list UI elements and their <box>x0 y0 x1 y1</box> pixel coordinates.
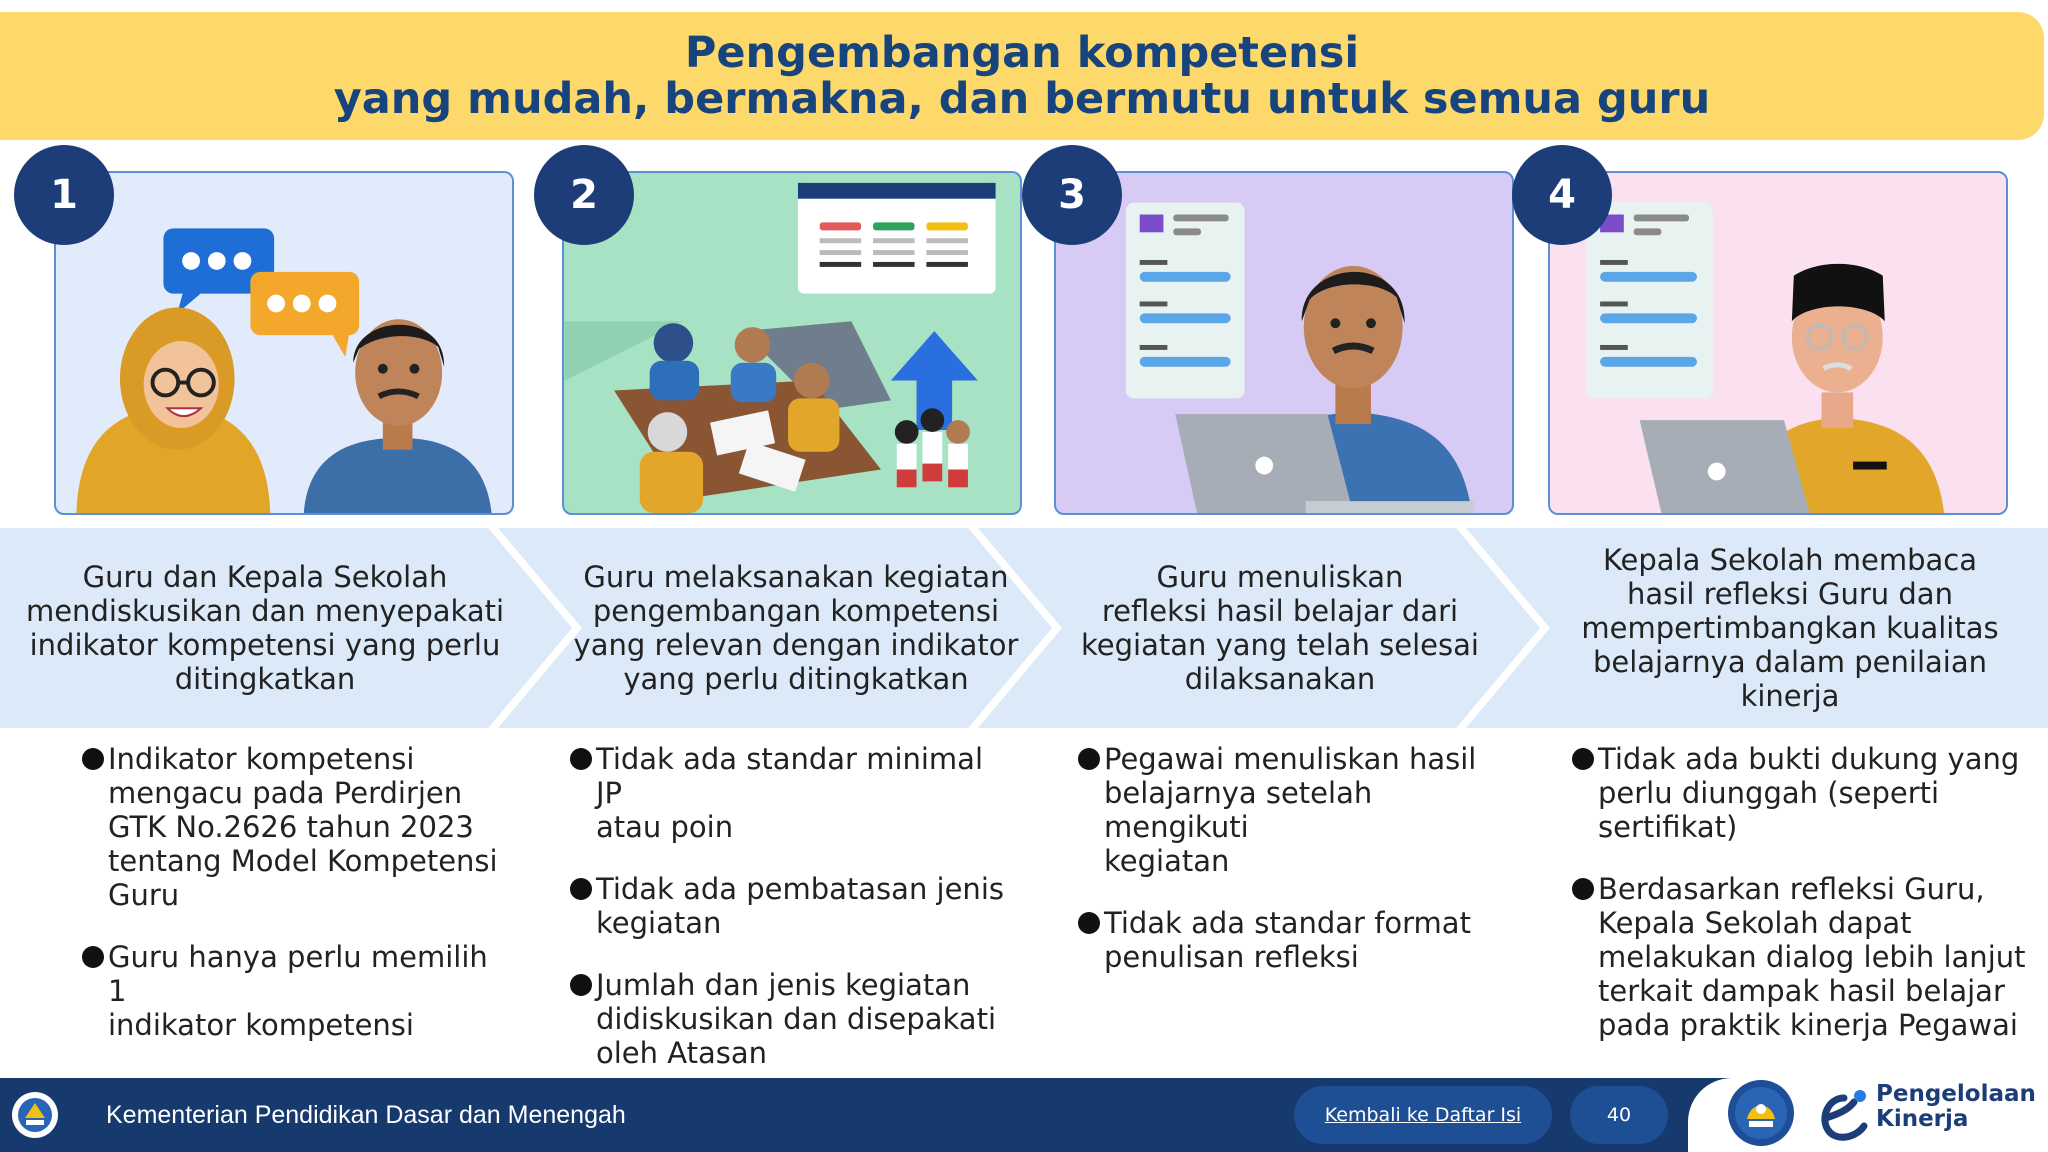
step-1-description: Guru dan Kepala Sekolah mendiskusikan dan menyepakati indikator kompetensi yang perlu ditingkatkan <box>25 560 505 696</box>
writing-reflection-illustration <box>1056 173 1512 513</box>
bullet-dot-icon <box>570 748 592 770</box>
step-3-description: Guru menuliskan refleksi hasil belajar dari kegiatan yang telah selesai dilaksanakan <box>1081 560 1479 696</box>
list-item: Tidak ada pembatasan jenis kegiatan <box>574 872 1014 940</box>
step-1-number-badge: 1 <box>14 145 114 245</box>
bullet-dot-icon <box>570 974 592 996</box>
brand-name: Pengelolaan Kinerja <box>1876 1081 2036 1132</box>
step-2-bullets <box>574 742 1014 1098</box>
step-1-illustration <box>54 171 514 515</box>
step-4-illustration <box>1548 171 2008 515</box>
step-3-bullets <box>1082 742 1522 1002</box>
page-number: 40 <box>1570 1086 1668 1144</box>
step-2-illustration <box>562 171 1022 515</box>
tut-wuri-handayani-logo-icon <box>1728 1080 1794 1146</box>
list-item: Guru hanya perlu memilih 1 indikator kompetensi <box>86 940 506 1042</box>
bullet-dot-icon <box>82 946 104 968</box>
ministry-name: Kementerian Pendidikan Dasar dan Menengah <box>106 1101 626 1129</box>
page-title-line-2: yang mudah, bermakna, dan bermutu untuk semua guru <box>333 74 1711 124</box>
list-item: Tidak ada bukti dukung yang perlu diunggah (seperti sertifikat) <box>1576 742 2026 844</box>
step-4-number-badge: 4 <box>1512 145 1612 245</box>
list-item: Tidak ada standar minimal JP atau poin <box>574 742 1014 844</box>
ministry-emblem-icon <box>12 1092 58 1138</box>
step-2-description: Guru melaksanakan kegiatan pengembangan kompetensi yang relevan dengan indikator yang perlu ditingkatkan <box>573 560 1019 696</box>
title-banner <box>0 12 2044 140</box>
discussion-illustration <box>56 173 512 513</box>
step-4-description: Kepala Sekolah membaca hasil refleksi Guru dan mempertimbangkan kualitas belajarnya dalam penilaian kinerja <box>1581 543 1999 713</box>
principal-reviewing-illustration <box>1550 173 2006 513</box>
step-4-bullets <box>1576 742 2026 1070</box>
bullet-dot-icon <box>82 748 104 770</box>
page-title-line-1: Pengembangan kompetensi <box>684 28 1360 78</box>
list-item: Berdasarkan refleksi Guru, Kepala Sekolah dapat melakukan dialog lebih lanjut terkait dampak hasil belajar pada praktik kinerja Pegawai <box>1576 872 2026 1042</box>
step-1-bullets <box>86 742 506 1070</box>
bullet-dot-icon <box>1078 748 1100 770</box>
bullet-dot-icon <box>570 878 592 900</box>
bullet-dot-icon <box>1078 912 1100 934</box>
meeting-illustration <box>564 173 1020 513</box>
back-to-contents-link[interactable]: Kembali ke Daftar Isi <box>1294 1086 1552 1144</box>
list-item: Tidak ada standar format penulisan refleksi <box>1082 906 1522 974</box>
step-3-number-badge: 3 <box>1022 145 1122 245</box>
list-item: Jumlah dan jenis kegiatan didiskusikan dan disepakati oleh Atasan <box>574 968 1014 1070</box>
step-3-illustration <box>1054 171 1514 515</box>
list-item: Indikator kompetensi mengacu pada Perdirjen GTK No.2626 tahun 2023 tentang Model Kompetensi Guru <box>86 742 506 912</box>
bullet-dot-icon <box>1572 878 1594 900</box>
step-2-number-badge: 2 <box>534 145 634 245</box>
list-item: Pegawai menuliskan hasil belajarnya setelah mengikuti kegiatan <box>1082 742 1522 878</box>
e-kinerja-logo-icon <box>1814 1084 1870 1146</box>
bullet-dot-icon <box>1572 748 1594 770</box>
